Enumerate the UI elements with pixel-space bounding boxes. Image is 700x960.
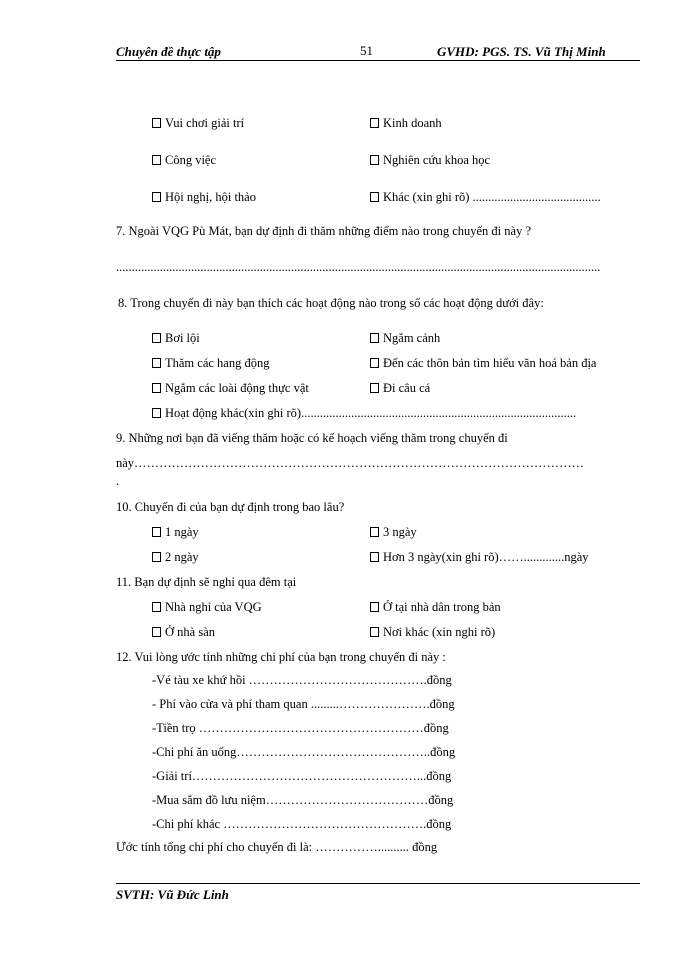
checkbox[interactable] bbox=[152, 552, 161, 562]
footer-rule bbox=[116, 883, 640, 884]
checkbox[interactable] bbox=[370, 527, 379, 537]
cost-transport[interactable]: -Vé tàu xe khứ hồi …………………………………….đồng bbox=[152, 673, 452, 687]
checkbox[interactable] bbox=[152, 408, 161, 418]
option-business[interactable]: Kinh doanh bbox=[370, 116, 442, 131]
option-2-days[interactable]: 2 ngày bbox=[152, 550, 199, 565]
option-3-days[interactable]: 3 ngày bbox=[370, 525, 417, 540]
header-left-title: Chuyên đề thực tập bbox=[116, 44, 221, 59]
q7-answer-line[interactable]: ........................................................................................................................................................... bbox=[116, 260, 601, 274]
option-1-day[interactable]: 1 ngày bbox=[152, 525, 199, 540]
cost-accommodation[interactable]: -Tiền trọ ………………………………………………đồng bbox=[152, 721, 449, 735]
checkbox[interactable] bbox=[370, 602, 379, 612]
option-conference[interactable]: Hội nghị, hội thảo bbox=[152, 190, 256, 205]
header-right-advisor: GVHD: PGS. TS. Vũ Thị Minh bbox=[437, 44, 606, 59]
cost-entertainment[interactable]: -Giải trí………………………………………………...đồng bbox=[152, 769, 452, 783]
question-7: 7. Ngoài VQG Pù Mát, bạn dự định đi thăm những điểm nào trong chuyến đi này ? bbox=[116, 224, 531, 238]
checkbox[interactable] bbox=[152, 602, 161, 612]
option-entertainment[interactable]: Vui chơi giải trí bbox=[152, 116, 244, 131]
cost-food[interactable]: -Chi phí ăn uống………………………………………..đồng bbox=[152, 745, 456, 759]
checkbox[interactable] bbox=[152, 192, 161, 202]
checkbox[interactable] bbox=[370, 383, 379, 393]
option-more-than-3-days[interactable]: Hơn 3 ngày(xin ghi rõ)…….............ngày bbox=[370, 550, 589, 565]
option-fishing[interactable]: Đi câu cá bbox=[370, 381, 430, 396]
checkbox[interactable] bbox=[152, 358, 161, 368]
option-work[interactable]: Công việc bbox=[152, 153, 216, 168]
question-12: 12. Vui lòng ước tính những chi phí của bạn trong chuyến đi này : bbox=[116, 650, 446, 664]
option-stilt-house[interactable]: Ở nhà sàn bbox=[152, 625, 215, 640]
question-11: 11. Bạn dự định sẽ nghỉ qua đêm tại bbox=[116, 575, 297, 589]
checkbox[interactable] bbox=[152, 118, 161, 128]
option-research[interactable]: Nghiên cứu khoa học bbox=[370, 153, 490, 168]
option-park-guesthouse[interactable]: Nhà nghỉ của VQG bbox=[152, 600, 262, 615]
cost-total[interactable]: Ước tính tổng chi phí cho chuyến đi là: …………….......... đồng bbox=[116, 840, 438, 854]
option-swimming[interactable]: Bơi lội bbox=[152, 331, 200, 346]
checkbox[interactable] bbox=[152, 155, 161, 165]
option-other-purpose[interactable]: Khác (xin ghi rõ) ......................................... bbox=[370, 190, 601, 205]
checkbox[interactable] bbox=[370, 627, 379, 637]
option-homestay[interactable]: Ở tại nhà dân trong bản bbox=[370, 600, 501, 615]
footer-author: SVTH: Vũ Đức Linh bbox=[116, 887, 229, 902]
question-9: 9. Những nơi bạn đã viếng thăm hoặc có kế hoạch viếng thăm trong chuyến đi bbox=[116, 431, 508, 445]
option-caves[interactable]: Thăm các hang động bbox=[152, 356, 269, 371]
checkbox[interactable] bbox=[370, 358, 379, 368]
q9-answer-line[interactable]: này……………………………………………………………………………………………… bbox=[116, 456, 585, 470]
option-villages[interactable]: Đến các thôn bản tìm hiểu văn hoá bản địa bbox=[370, 356, 596, 371]
checkbox[interactable] bbox=[370, 192, 379, 202]
option-sightseeing[interactable]: Ngắm cảnh bbox=[370, 331, 440, 346]
question-8: 8. Trong chuyến đi này bạn thích các hoạt động nào trong số các hoạt động dưới đây: bbox=[118, 296, 544, 310]
checkbox[interactable] bbox=[370, 155, 379, 165]
q9-answer-end: . bbox=[116, 474, 120, 488]
cost-entrance-fee[interactable]: - Phí vào cửa và phí tham quan .........………………….đồng bbox=[152, 697, 455, 711]
checkbox[interactable] bbox=[370, 333, 379, 343]
question-10: 10. Chuyến đi của bạn dự định trong bao lâu? bbox=[116, 500, 345, 514]
cost-souvenirs[interactable]: -Mua sắm đồ lưu niệm…………………………………đồng bbox=[152, 793, 454, 807]
checkbox[interactable] bbox=[370, 552, 379, 562]
page-number: 51 bbox=[360, 43, 373, 58]
checkbox[interactable] bbox=[152, 527, 161, 537]
option-other-lodging[interactable]: Nơi khác (xin nghi rõ) bbox=[370, 625, 495, 640]
cost-other[interactable]: -Chi phí khác ………………………………………….đồng bbox=[152, 817, 452, 831]
checkbox[interactable] bbox=[152, 627, 161, 637]
checkbox[interactable] bbox=[370, 118, 379, 128]
option-wildlife[interactable]: Ngắm các loài động thực vật bbox=[152, 381, 309, 396]
checkbox[interactable] bbox=[152, 383, 161, 393]
header-rule bbox=[116, 60, 640, 61]
checkbox[interactable] bbox=[152, 333, 161, 343]
option-other-activity[interactable]: Hoạt động khác(xin ghi rõ)........................................................................................ bbox=[152, 406, 576, 421]
